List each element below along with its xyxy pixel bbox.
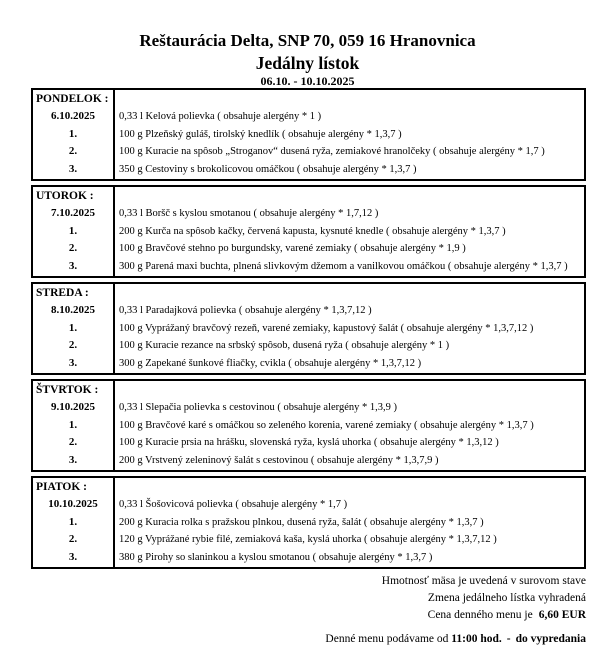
menu-date-range: 06.10. - 10.10.2025	[260, 74, 355, 88]
course-number: 3.	[68, 453, 78, 466]
day-column	[33, 478, 115, 567]
soup-line: 0,33 l Kelová polievka ( obsahuje alergény * 1 )	[119, 111, 322, 122]
meal-line: 120 g Vyprážané rybie filé, zemiaková kaša, kyslá uhorka ( obsahuje alergény * 1,3,7,12 )	[119, 534, 497, 545]
meal-line: 100 g Kuracie prsia na hrášku, slovenská ryža, kyslá uhorka ( obsahuje alergény * 1,3,12 )	[119, 437, 499, 448]
items-column	[115, 90, 584, 179]
serving-until: do vypredania	[515, 633, 586, 645]
meal-line: 300 g Zapekané šunkové fliačky, cvikla ( obsahuje alergény * 1,3,7,12 )	[119, 357, 422, 369]
weekly-menu-table	[31, 88, 586, 569]
day-column	[33, 284, 115, 373]
document-header	[29, 30, 586, 88]
price-value: 6,60 EUR	[538, 609, 586, 621]
day-column	[33, 187, 115, 276]
course-number: 1.	[68, 224, 78, 237]
meal-line: 100 g Vyprážaný bravčový rezeň, varené zemiaky, kapustový šalát ( obsahuje alergény * 1,3,7,12 )	[119, 322, 534, 334]
day-column	[33, 90, 115, 179]
course-number: 3.	[68, 162, 78, 175]
course-number: 1.	[68, 321, 78, 334]
day-date: 7.10.2025	[51, 207, 95, 219]
price-label: Cena denného menu je	[427, 609, 533, 621]
day-name: ŠTVRTOK :	[36, 384, 99, 396]
meal-line: 100 g Kuracie na spôsob „Stroganov“ dusená ryža, zemiakové hranolčeky ( obsahuje alergény * 1,7 )	[119, 146, 545, 157]
meal-line: 100 g Kuracie rezance na srbský spôsob, dusená ryža ( obsahuje alergény * 1 )	[119, 340, 450, 351]
course-number: 3.	[68, 356, 78, 369]
day-block-pondelok	[31, 88, 586, 181]
items-column	[115, 381, 584, 470]
soup-line: 0,33 l Slepačia polievka s cestovinou ( obsahuje alergény * 1,3,9 )	[119, 402, 397, 413]
day-date: 6.10.2025	[51, 110, 95, 122]
day-block-piatok	[31, 476, 586, 569]
soup-line: 0,33 l Boršč s kyslou smotanou ( obsahuje alergény * 1,7,12 )	[119, 208, 379, 219]
serving-time: 11:00 hod.	[451, 633, 502, 645]
course-number: 1.	[68, 515, 78, 528]
meal-line: 380 g Pirohy so slaninkou a kyslou smotanou ( obsahuje alergény * 1,3,7 )	[119, 551, 433, 563]
day-name: PONDELOK :	[36, 93, 109, 105]
course-number: 2.	[68, 436, 78, 448]
items-column	[115, 284, 584, 373]
day-block-utorok	[31, 185, 586, 278]
dash: -	[506, 633, 511, 645]
day-column	[33, 381, 115, 470]
course-number: 2.	[68, 145, 78, 157]
meal-line: 300 g Parená maxi buchta, plnená slivkovým džemom a vanilkovou omáčkou ( obsahuje alergény * 1,3,7 )	[119, 260, 568, 272]
course-number: 1.	[68, 418, 78, 431]
day-date: 10.10.2025	[48, 498, 98, 510]
course-number: 2.	[68, 339, 78, 351]
restaurant-title: Reštaurácia Delta, SNP 70, 059 16 Hranovnica	[139, 31, 476, 50]
meal-line: 100 g Bravčové karé s omáčkou so zeleného korenia, varené zemiaky ( obsahuje alergény * 1,3,7 )	[119, 419, 534, 431]
meal-line: 100 g Bravčové stehno po burgundsky, varené zemiaky ( obsahuje alergény * 1,9 )	[119, 243, 466, 254]
note-meat-weight: Hmotnosť mäsa je uvedená v surovom stave	[381, 575, 586, 587]
soup-line: 0,33 l Šošovicová polievka ( obsahuje alergény * 1,7 )	[119, 499, 348, 510]
meal-line: 100 g Plzeňský guláš, tirolský knedlík ( obsahuje alergény * 1,3,7 )	[119, 128, 402, 140]
day-name: PIATOK :	[36, 481, 88, 493]
items-column	[115, 187, 584, 276]
course-number: 2.	[68, 242, 78, 254]
note-menu-change: Zmena jedálneho lístka vyhradená	[427, 592, 586, 604]
course-number: 3.	[68, 550, 78, 563]
soup-line: 0,33 l Paradajková polievka ( obsahuje alergény * 1,3,7,12 )	[119, 305, 372, 316]
document-footer	[0, 573, 586, 648]
day-block-stvrtok	[31, 379, 586, 472]
day-name: STREDA :	[36, 287, 89, 299]
serving-time-line	[0, 631, 586, 648]
day-block-streda	[31, 282, 586, 375]
meal-line: 200 g Vrstvený zeleninový šalát s cestovinou ( obsahuje alergény * 1,3,7,9 )	[119, 454, 439, 466]
course-number: 1.	[68, 127, 78, 140]
items-column	[115, 478, 584, 567]
meal-line: 200 g Kuracia rolka s pražskou plnkou, dusená ryža, šalát ( obsahuje alergény * 1,3,7 )	[119, 516, 484, 528]
day-date: 9.10.2025	[51, 401, 95, 413]
meal-line: 350 g Cestoviny s brokolicovou omáčkou ( obsahuje alergény * 1,3,7 )	[119, 163, 417, 175]
price-line	[0, 607, 586, 624]
menu-title: Jedálny lístok	[255, 53, 360, 73]
day-name: UTOROK :	[36, 190, 94, 202]
day-date: 8.10.2025	[51, 304, 95, 316]
meal-line: 200 g Kurča na spôsob kačky, červená kapusta, kysnuté knedle ( obsahuje alergény * 1,3,7 )	[119, 225, 506, 237]
serving-label: Denné menu podávame od	[325, 633, 449, 645]
course-number: 2.	[68, 533, 78, 545]
course-number: 3.	[68, 259, 78, 272]
